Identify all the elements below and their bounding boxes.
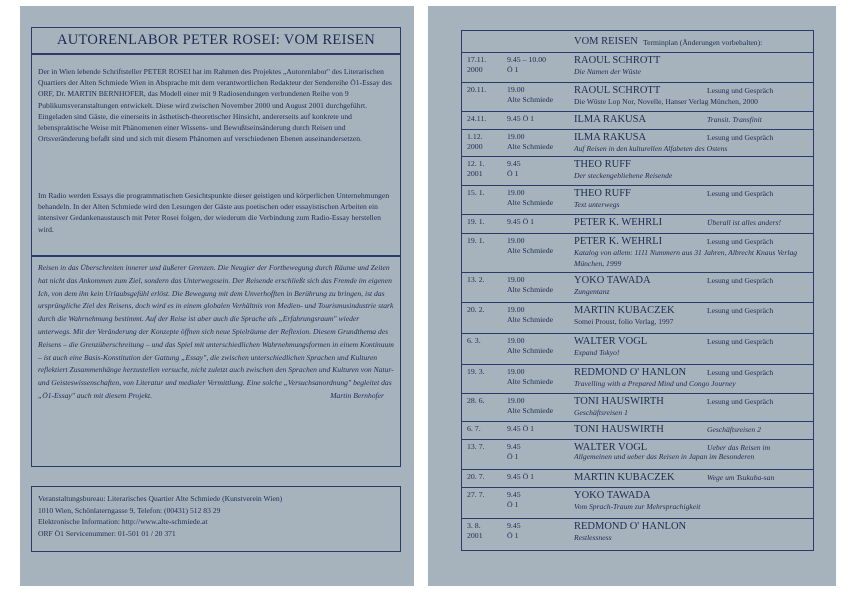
essay-author: Martin Bernhofer <box>330 390 384 400</box>
event-author: MARTIN KUBACZEK <box>574 472 675 483</box>
event-date-day: 6. 3. <box>467 336 481 345</box>
schedule-rows <box>461 53 814 549</box>
event-title: Expand Tokyo! <box>574 348 620 357</box>
event-type: Geschäftsreisen 2 <box>707 425 761 434</box>
schedule-row <box>461 334 814 365</box>
event-title: Zungentanz <box>574 287 610 296</box>
event-time-value: 19.00 <box>507 132 525 141</box>
event-time-value: 9.45 <box>507 521 521 530</box>
event-title: Auf Reisen in den kulturellen Alfabeten des Ostens <box>574 144 728 153</box>
event-date-day: 3. 8. <box>467 521 481 530</box>
event-date-day: 27. 7. <box>467 490 485 499</box>
event-author: THEO RUFF <box>574 188 631 199</box>
event-time <box>507 521 573 541</box>
event-author: PETER K. WEHRLI <box>574 236 663 247</box>
event-title: Allgemeinen und ueber das Reisen in Japan im Besonderen <box>574 452 755 461</box>
event-author: TONI HAUSWIRTH <box>574 396 664 407</box>
event-title: Text unterwegs <box>574 200 620 209</box>
event-author: YOKO TAWADA <box>574 275 651 286</box>
event-author: PETER K. WEHRLI <box>574 217 663 228</box>
event-date-year: 2001 <box>467 531 483 540</box>
schedule-row <box>461 53 814 83</box>
event-venue: Ö 1 <box>507 169 519 178</box>
event-type: Lesung und Gespräch <box>707 237 774 246</box>
event-time <box>507 114 573 124</box>
event-venue: Ö 1 <box>507 65 519 74</box>
event-time-value: 9.45 Ö 1 <box>507 114 535 123</box>
event-time-value: 9.45 <box>507 442 521 451</box>
event-time <box>507 472 573 482</box>
event-venue: Alte Schmiede <box>507 315 554 324</box>
event-time-value: 19.00 <box>507 336 525 345</box>
event-time <box>507 159 573 179</box>
essay-paragraph <box>38 262 394 403</box>
event-title: Travelling with a Prepared Mind und Congo Journey <box>574 379 736 388</box>
event-date-day: 20. 7. <box>467 472 485 481</box>
schedule-row <box>461 186 814 215</box>
event-date-day: 19. 3. <box>467 367 485 376</box>
schedule-row <box>461 422 814 440</box>
essay-body: Reisen in das Überschreiten innerer und äußerer Grenzen. Die Neugier der Fortbewegung durch Räume und Zeiten hat nicht das Ankommen zum Ziel, sondern das Unterwegssein. Der Reisende erschließt sich das Fremde im eigenen Ich, von dem ihn kein Urlaubsgefühl erlöst. Die Bewegung mit dem Unverhofften in Berührung zu bringen, ist das ursprüngliche Ziel des Reisens, doch wird es in einem globalen Verhältnis von Medien- und Tourismusindustrie stark durch die Wahrnehmung bestimmt. Auf der Reise ist aber auch die Sprache als „Erfahrungsraum" wieder unterwegs. Mit der Veränderung der Konzepte öffnen sich neue Spielräume der Reflexion. Diesem Grundthema des Reisens – die Grenzüberschreitung – und das Spiel mit unterschiedlichen Wahrnehmungsformen in einem Kontinuum – ist auch eine Basis-Konstitution der Gattung „Essay", die zwischen unterschiedlichen Sprachen und Kulturen reflektiert Zusammenhänge herzustellen versucht, nicht zuletzt auch zwischen den Sprachen und Kulturen von Natur- und Geisteswissenschaften, von Literatur und medialer Vermittlung. Eine solche „Versuchsanordnung" begleitet das „Ö1-Essay" auch mit diesem Projekt. <box>38 263 394 400</box>
event-type: Überall ist alles anders! <box>707 218 782 227</box>
event-date-day: 6. 7. <box>467 424 481 433</box>
event-time <box>507 236 573 256</box>
event-time-value: 9.45 Ö 1 <box>507 472 535 481</box>
event-venue: Alte Schmiede <box>507 246 554 255</box>
event-author: RAOUL SCHROTT <box>574 85 661 96</box>
event-time <box>507 424 573 434</box>
event-title: Die Wüste Lop Nor, Novelle, Hanser Verlag München, 2000 <box>574 97 758 106</box>
event-date-day: 1.12. <box>467 132 483 141</box>
event-type: Ueber das Reisen im <box>707 443 771 452</box>
event-author: THEO RUFF <box>574 159 631 170</box>
event-time-value: 9.45 <box>507 159 521 168</box>
intro-section <box>31 53 401 257</box>
schedule-row <box>461 83 814 112</box>
event-date-year: 2000 <box>467 142 483 151</box>
event-time-value: 19.00 <box>507 305 525 314</box>
event-venue: Ö 1 <box>507 531 519 540</box>
event-date-day: 13. 2. <box>467 275 485 284</box>
event-time <box>507 132 573 152</box>
event-time <box>507 490 573 510</box>
schedule-row <box>461 303 814 334</box>
contact-lines <box>38 493 394 539</box>
schedule-header <box>461 30 814 53</box>
event-title: Restlessness <box>574 533 612 542</box>
event-time <box>507 55 573 75</box>
schedule-row <box>461 234 814 273</box>
event-type: Wege um Tsukuba-san <box>707 473 775 482</box>
page-title: AUTORENLABOR PETER ROSEI: VOM REISEN <box>56 32 375 48</box>
event-title: Katalog von allem: 1111 Nummern aus 31 Jahren, Albrecht Knaus Verlag München, 1999 <box>574 248 798 268</box>
intro-paragraph-2: Im Radio werden Essays die programmatischen Gesichtspunkte dieser geistigen und körperlichen Unternehmungen behandeln. In der Alten Schmiede wird den Lesungen der Gäste aus poetischen oder essayistischen Arbeiten ein intensiver Gedankenaustausch mit Peter Rosei folgen, der wiederum die Verbindung zum Radio-Essay herstellen wird. <box>38 191 390 234</box>
event-venue: Alte Schmiede <box>507 95 554 104</box>
event-type: Lesung und Gespräch <box>707 306 774 315</box>
event-title: Die Namen der Wüste <box>574 67 641 76</box>
event-time <box>507 188 573 208</box>
event-author: RAOUL SCHROTT <box>574 55 661 66</box>
schedule-row <box>461 365 814 394</box>
event-type: Lesung und Gespräch <box>707 397 774 406</box>
schedule-row <box>461 519 814 549</box>
event-type: Lesung und Gespräch <box>707 133 774 142</box>
schedule-table <box>461 30 814 549</box>
event-type: Lesung und Gespräch <box>707 368 774 377</box>
event-time-value: 19.00 <box>507 367 525 376</box>
schedule-row <box>461 215 814 234</box>
event-time-value: 19.00 <box>507 236 525 245</box>
event-time-value: 9.45 <box>507 490 521 499</box>
schedule-row <box>461 130 814 157</box>
event-date-day: 20.11. <box>467 85 487 94</box>
event-date-day: 17.11. <box>467 55 487 64</box>
event-date-day: 15. 1. <box>467 188 485 197</box>
event-time <box>507 336 573 356</box>
event-venue: Alte Schmiede <box>507 285 554 294</box>
event-author: YOKO TAWADA <box>574 490 651 501</box>
event-venue: Ö 1 <box>507 500 519 509</box>
event-author: TONI HAUSWIRTH <box>574 424 664 435</box>
event-venue: Alte Schmiede <box>507 198 554 207</box>
contact-line-address: 1010 Wien, Schönlaterngasse 9, Telefon: (00431) 512 83 29 <box>38 505 221 515</box>
event-author: REDMOND O' HANLON <box>574 367 687 378</box>
schedule-row <box>461 488 814 519</box>
event-time <box>507 217 573 227</box>
event-venue: Alte Schmiede <box>507 406 554 415</box>
schedule-row <box>461 470 814 488</box>
event-author: REDMOND O' HANLON <box>574 521 687 532</box>
event-time-value: 9.45 Ö 1 <box>507 217 535 226</box>
title-box <box>31 27 401 55</box>
event-date-day: 13. 7. <box>467 442 485 451</box>
schedule-row <box>461 440 814 470</box>
essay-section <box>31 255 401 467</box>
intro-paragraph: Der in Wien lebende Schriftsteller PETER ROSEI hat im Rahmen des Projektes „Autorenlabor" des Literarischen Quartiers der Alten Schmiede Wien in Absprache mit dem verantwortlichen Redakteur der Sendereihe Ö1-Essay des ORF, Dr. MARTIN BERNHOFER, das Modell einer mit 9 Radiosendungen verbundenen Reihe von 9 Publikumsveranstaltungen entwickelt. Diese wird zwischen November 2000 und August 2001 durchgeführt. Eingeladen sind Gäste, die einerseits in ästhetisch-theoretischer Hinsicht, andererseits auf konkrete und lebenspraktische Weise mit Phänomenen einer Wissens- und Bewußtseinsänderung durch Reisen und Ortsveränderung befaßt sind und sich mit diesem Phänomen auf verschiedenen Ebenen auseinandersetzen. <box>38 67 392 144</box>
event-author: MARTIN KUBACZEK <box>574 305 675 316</box>
event-type: Transit. Transfinit <box>707 115 762 124</box>
event-venue: Alte Schmiede <box>507 346 554 355</box>
schedule-row <box>461 273 814 303</box>
event-author: ILMA RAKUSA <box>574 114 647 125</box>
schedule-note: Terminplan (Änderungen vorbehalten): <box>643 38 763 47</box>
event-date-day: 24.11. <box>467 114 487 123</box>
event-time <box>507 275 573 295</box>
event-date-day: 19. 1. <box>467 217 485 226</box>
event-time <box>507 442 573 462</box>
event-type: Lesung und Gespräch <box>707 86 774 95</box>
event-type: Lesung und Gespräch <box>707 189 774 198</box>
contact-line-office: Veranstaltungsbureau: Literarisches Quartier Alte Schmiede (Kunstverein Wien) <box>38 494 283 503</box>
event-time-value: 19.00 <box>507 85 525 94</box>
event-time-value: 19.00 <box>507 396 525 405</box>
event-time-value: 9.45 Ö 1 <box>507 424 535 433</box>
event-date-day: 28. 6. <box>467 396 485 405</box>
event-time-value: 19.00 <box>507 275 525 284</box>
event-title: Der steckengebliebene Reisende <box>574 171 673 180</box>
event-venue: Alte Schmiede <box>507 377 554 386</box>
contact-line-service: ORF Ö1 Servicenummer: 01-501 01 / 20 371 <box>38 528 176 538</box>
event-author: WALTER VOGL <box>574 442 648 453</box>
event-time <box>507 367 573 387</box>
event-date-day: 12. 1. <box>467 159 485 168</box>
event-author: WALTER VOGL <box>574 336 648 347</box>
event-venue: Ö 1 <box>507 452 519 461</box>
event-title: Geschäftsreisen 1 <box>574 408 628 417</box>
event-time <box>507 85 573 105</box>
event-date-year: 2000 <box>467 65 483 74</box>
event-time <box>507 305 573 325</box>
contact-line-web: Elektronische Information: http://www.alte-schmiede.at <box>38 517 208 526</box>
event-date-day: 19. 1. <box>467 236 485 245</box>
event-date-day: 20. 2. <box>467 305 485 314</box>
event-time-value: 9.45 – 10.00 <box>507 55 546 64</box>
schedule-row <box>461 112 814 130</box>
event-author: ILMA RAKUSA <box>574 132 647 143</box>
event-type: Lesung und Gespräch <box>707 337 774 346</box>
schedule-row <box>461 157 814 186</box>
event-date-year: 2001 <box>467 169 483 178</box>
schedule-row <box>461 394 814 422</box>
contact-section <box>31 486 401 552</box>
event-time <box>507 396 573 416</box>
event-time-value: 19.00 <box>507 188 525 197</box>
event-type: Lesung und Gespräch <box>707 276 774 285</box>
schedule-title: VOM REISEN <box>574 36 638 47</box>
event-title: Vom Sprach-Traum zur Mehrsprachigkeit <box>574 502 701 511</box>
event-venue: Alte Schmiede <box>507 142 554 151</box>
event-title: Somei Proust, folio Verlag, 1997 <box>574 317 674 326</box>
